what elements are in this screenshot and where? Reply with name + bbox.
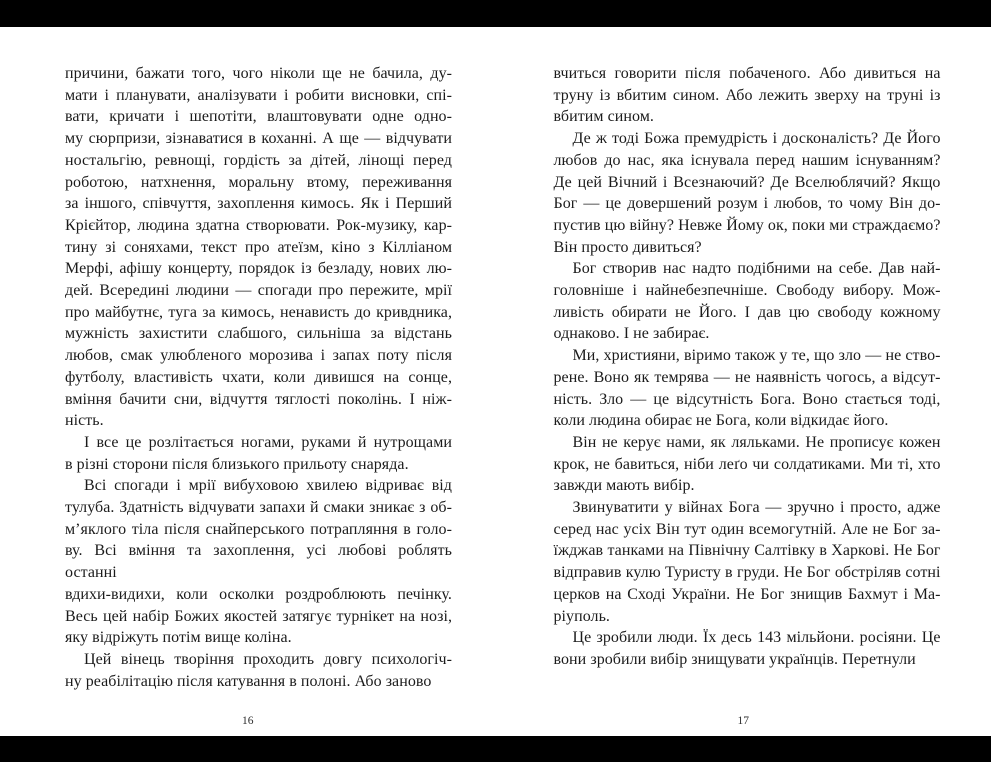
text-line: вчиться говорити після побаченого. Або дивиться на	[553, 65, 941, 82]
text-line: футболу, властивість чхати, коли дивишся на сонце,	[65, 368, 452, 386]
text-line: вони зробили вибір знищувати українців. Перетнули	[553, 650, 916, 668]
text-line: яку відріжуть потім вище коліна.	[65, 629, 292, 647]
text-line: вдихи-видихи, коли осколки роздроблюють печінку.	[65, 585, 452, 603]
text-line: вбитим сином.	[553, 108, 654, 126]
text-line: Цей вінець творіння проходить довгу психологіч-	[84, 650, 452, 668]
text-line: Крієйтор, людина здатна створювати. Рок-музику, кар-	[65, 216, 452, 234]
text-line: в різні сторони після близького прильоту снаряда.	[65, 455, 409, 473]
text-line: мужність захистити слабшого, сильніша за відстань	[65, 325, 452, 343]
book-spread	[0, 27, 991, 736]
page-right-text	[554, 63, 941, 671]
text-line: Він просто дивиться?	[553, 238, 702, 256]
text-line: Це зробили люди. Їх десь 143 мільйони. росіяни. Це	[572, 629, 941, 647]
text-line: Де ж тоді Божа премудрість і досконалість? Де Його	[572, 130, 941, 148]
text-line: Звинуватити у війнах Бога — зручно і просто, адже	[572, 499, 941, 517]
text-line: ливість обирати не Його. І дав цю свободу кожному	[553, 303, 941, 321]
text-line: Бог — це довершений розум і любов, то чому Він до-	[553, 195, 941, 213]
letterbox-bottom	[0, 736, 991, 762]
text-line: вати, кричати і шепотіти, влаштовувати одне одно-	[65, 108, 452, 126]
text-line: Всі спогади і мрії вибуховою хвилею відриває від	[84, 477, 452, 495]
text-line: ностальгію, ревнощі, гордість за дітей, лінощі перед	[65, 151, 452, 169]
text-line: головніше і найнебезпечніше. Свободу вибору. Мож-	[553, 282, 941, 300]
text-line: церков на Сході України. Не Бог знищив Бахмут і Ма-	[553, 585, 941, 603]
page-left-text	[65, 63, 452, 692]
text-line: коли людина обирає не Бога, коли відкидає його.	[553, 412, 889, 430]
page-left	[0, 27, 496, 736]
text-line: любов до нас, яка існувала перед нашим існуванням?	[553, 151, 941, 169]
text-line: І все це розлітається ногами, руками й нутрощами	[84, 433, 452, 451]
page-number-right: 17	[737, 715, 749, 727]
text-line: ну реабілітацію після катування в полоні. Або заново	[65, 672, 432, 690]
text-line: му сюрпризи, зізнаватися в коханні. А ще — відчувати	[65, 130, 452, 148]
text-line: однаково. І не забирає.	[553, 325, 710, 343]
text-line: Бог створив нас надто подібними на себе. Дав най-	[572, 260, 941, 278]
text-line: мати і планувати, аналізувати і робити висновки, спі-	[65, 86, 452, 104]
text-line: любов, смак улюбленого морозива і запах поту після	[65, 347, 452, 365]
page-number-left: 16	[242, 715, 254, 727]
text-line: пустив цю війну? Невже Йому ок, поки ми страждаємо?	[553, 216, 941, 234]
text-line: Весь цей набір Божих якостей затягує турнікет на нозі,	[65, 607, 452, 625]
text-line: рене. Воно як темрява — не наявність чогось, а відсут-	[553, 368, 941, 386]
text-line: тину зі соняхами, текст про атеїзм, кіно з Кілліаном	[65, 238, 452, 256]
text-line: ву. Всі вміння та захоплення, усі любові роблять останні	[65, 542, 452, 582]
text-line: Мерфі, афішу концерту, порядок із безладу, нових лю-	[65, 260, 452, 278]
text-line: причини, бажати того, чого ніколи ще не бачила, ду-	[65, 65, 452, 82]
text-line: труну із вбитим сином. Або лежить зверху на труні із	[553, 86, 941, 104]
page-right	[496, 27, 991, 736]
text-line: про майбутнє, туга за кимось, ненависть до кривдника,	[65, 303, 452, 321]
text-line: відправив кулю Туристу в груди. Не Бог обстріляв сотні	[553, 564, 941, 582]
text-line: м’яклого тіла після снайперського потрапляння в голо-	[65, 520, 452, 538]
text-line: Де цей Вічний і Всезнаючий? Де Вселюблячий? Якщо	[553, 173, 941, 191]
text-line: завжди мають вибір.	[553, 477, 695, 495]
letterbox-top	[0, 0, 991, 27]
text-line: Ми, християни, віримо також у те, що зло — не ство-	[572, 347, 941, 365]
text-line: вміння бачити сни, відчуття тяглості поколінь. І ніж-	[65, 390, 452, 408]
text-line: дей. Всередині людини — спогади про пережите, мрії	[65, 282, 452, 300]
text-line: Він не керує нами, як ляльками. Не прописує кожен	[572, 433, 941, 451]
text-line: роботою, натхнення, моральну втому, переживання	[65, 173, 452, 191]
text-line: ність. Зло — це відсутність Бога. Воно стається тоді,	[553, 390, 941, 408]
text-line: їжджав танками на Північну Салтівку в Харкові. Не Бог	[553, 542, 941, 560]
text-line: за іншого, співчуття, захоплення кимось. Як і Перший	[65, 195, 452, 213]
text-line: серед нас усіх Він тут один всемогутній. Але не Бог за-	[553, 520, 941, 538]
text-line: крок, не бавиться, ніби леґо чи солдатиками. Ми ті, хто	[553, 455, 941, 473]
text-line: ріуполь.	[553, 607, 610, 625]
text-line: ність.	[65, 412, 104, 430]
text-line: тулуба. Здатність відчувати запахи й смаки зникає з об-	[65, 499, 452, 517]
